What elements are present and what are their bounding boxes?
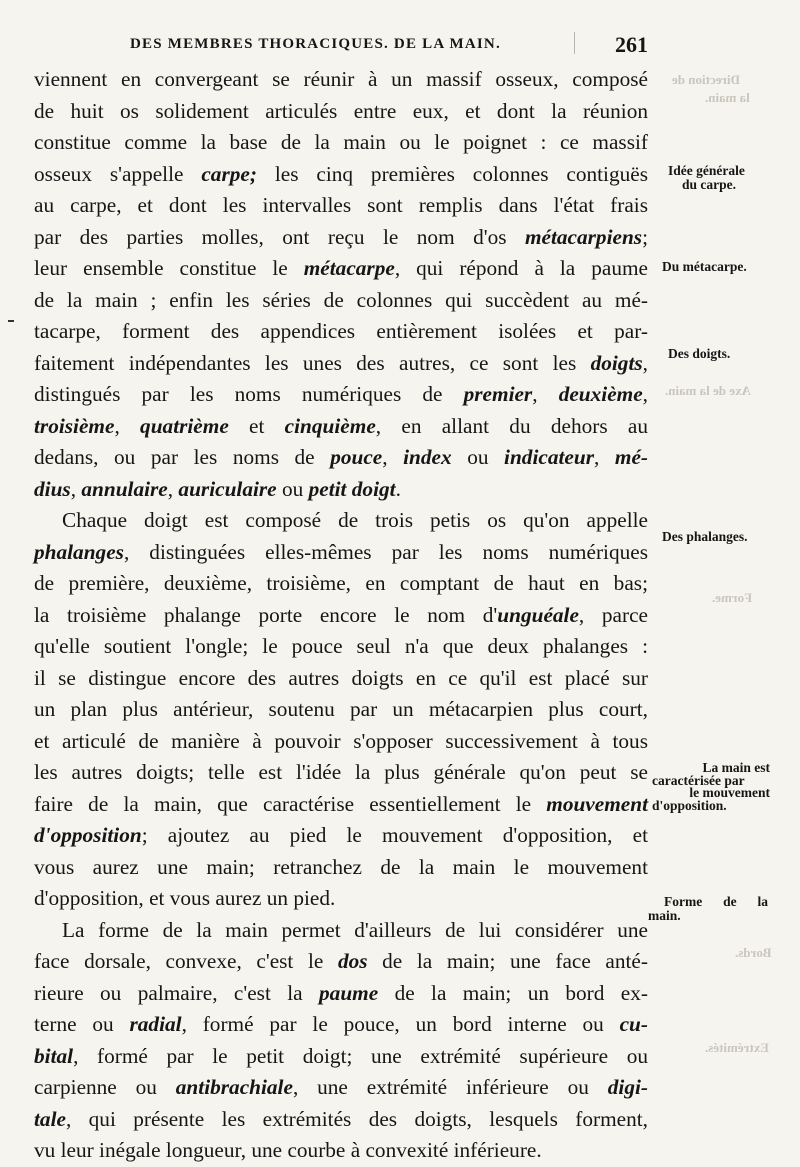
margin-note-line: du carpe.	[682, 177, 736, 192]
emphasized-term: unguéale	[497, 602, 579, 627]
text-line	[34, 946, 648, 978]
text-run: vu leur inégale longueur, une courbe à convexité inférieure.	[34, 1138, 542, 1162]
text-line	[34, 64, 648, 96]
margin-note-forme	[648, 894, 768, 923]
text-run: , distinguées elles-mêmes par les noms numériques	[123, 539, 648, 564]
margin-note-line: Idée générale	[668, 163, 745, 178]
text-line	[34, 159, 648, 191]
margin-note-opposition	[652, 762, 770, 812]
text-line	[34, 694, 648, 726]
text-line	[34, 537, 648, 569]
text-line	[34, 1104, 648, 1136]
emphasized-term: dius	[34, 476, 71, 501]
text-run: qu'elle soutient l'ongle; le pouce seul n'a que deux phalanges :	[34, 634, 648, 658]
text-line	[34, 600, 648, 632]
margin-note-line: caractérisée par	[652, 772, 745, 788]
emphasized-term: quatrième	[140, 413, 229, 438]
text-run: tacarpe, forment des appendices entièrement isolées et par-	[34, 319, 648, 343]
text-run: ,	[642, 350, 648, 375]
text-line	[34, 190, 648, 222]
text-run: de la main; un bord ex-	[378, 980, 648, 1005]
text-line	[34, 1041, 648, 1073]
text-run: au carpe, et dont les intervalles sont remplis dans l'état frais	[34, 193, 648, 217]
text-line	[34, 127, 648, 159]
text-line	[34, 978, 648, 1010]
text-run: , formé par le petit doigt; une extrémité supérieure ou	[73, 1043, 648, 1068]
text-run: , une extrémité inférieure ou	[292, 1075, 608, 1099]
margin-note-metacarpe: Du métacarpe.	[662, 259, 747, 274]
emphasized-term: premier	[463, 382, 533, 406]
text-run: , qui répond à la paume	[394, 256, 648, 280]
text-run: de huit os solidement articulés entre eux, et dont la réunion	[34, 98, 648, 123]
emphasized-term: doigts	[590, 350, 643, 375]
text-run: , en allant du dehors au	[375, 413, 648, 438]
emphasized-term: radial	[129, 1012, 182, 1036]
emphasized-term: métacarpe	[303, 256, 395, 280]
text-run: il se distingue encore des autres doigts en ce qu'il est placé sur	[34, 665, 648, 690]
text-line	[34, 915, 648, 947]
text-line	[34, 285, 648, 317]
text-run: leur ensemble constitue le	[34, 256, 304, 280]
paragraph-3	[34, 915, 648, 1167]
text-run: faire de la main, que caractérise essentiellement le	[34, 791, 547, 816]
emphasized-term: deuxième	[558, 382, 643, 406]
emphasized-term: digi-	[607, 1075, 648, 1099]
text-run: de la main ; enfin les séries de colonnes qui succèdent au mé-	[34, 287, 648, 312]
text-line	[34, 820, 648, 852]
margin-note-doigts: Des doigts.	[668, 346, 731, 361]
text-run: terne ou	[34, 1012, 130, 1036]
emphasized-term: mé-	[614, 445, 648, 469]
text-run: ,	[593, 445, 615, 469]
margin-note-line: le mouvement	[689, 785, 770, 800]
text-line	[34, 789, 648, 821]
text-run: face dorsale, convexe, c'est le	[34, 949, 338, 973]
paragraph-2	[34, 505, 648, 915]
emphasized-term: index	[403, 445, 452, 469]
text-run: et articulé de manière à pouvoir s'opposer successivement à tous	[34, 728, 648, 753]
text-run: ,	[532, 382, 559, 406]
text-line	[34, 883, 648, 915]
emphasized-term: auriculaire	[178, 476, 277, 501]
text-run: osseux s'appelle	[34, 161, 202, 186]
margin-note-line: main.	[648, 908, 681, 923]
text-line	[34, 663, 648, 695]
emphasized-term: carpe;	[201, 161, 257, 186]
text-run: , parce	[578, 602, 648, 627]
text-run: ,	[642, 382, 648, 406]
text-line	[34, 474, 648, 506]
text-run: ;	[642, 224, 648, 249]
text-line	[34, 379, 648, 411]
text-run: Chaque doigt est composé de trois petis os qu'on appelle	[62, 508, 648, 532]
page-number: 261	[615, 32, 648, 57]
text-run: et	[228, 413, 285, 438]
emphasized-term: métacarpiens	[524, 224, 643, 249]
emphasized-term: troisième	[34, 413, 115, 438]
text-run: dedans, ou par les noms de	[34, 445, 331, 469]
text-run: d'opposition, et vous aurez un pied.	[34, 886, 336, 910]
emphasized-term: petit doigt	[308, 476, 396, 501]
emphasized-term: phalanges	[34, 539, 124, 564]
text-line	[34, 852, 648, 884]
text-line	[34, 1009, 648, 1041]
text-run: les autres doigts; telle est l'idée la plus générale qu'on peut se	[34, 760, 648, 784]
emphasized-term: antibrachiale	[175, 1075, 293, 1099]
margin-note-line: d'opposition.	[652, 797, 727, 813]
text-run: ou	[276, 476, 309, 501]
emphasized-term: pouce	[330, 445, 383, 469]
text-line	[34, 348, 648, 380]
text-line	[34, 222, 648, 254]
emphasized-term: dos	[337, 949, 368, 973]
emphasized-term: annulaire	[81, 476, 168, 501]
text-line	[34, 316, 648, 348]
text-line	[34, 1072, 648, 1104]
text-run: .	[395, 476, 401, 501]
text-line	[34, 568, 648, 600]
text-run: ou	[451, 445, 505, 469]
bleed-through-text: Forme.	[712, 590, 753, 605]
text-run: ,	[382, 445, 404, 469]
text-run: La forme de la main permet d'ailleurs de lui considérer une	[62, 917, 648, 942]
emphasized-term: d'opposition	[34, 823, 142, 847]
text-line	[34, 505, 648, 537]
text-run: un plan plus antérieur, soutenu par un métacarpien plus court,	[34, 697, 648, 721]
body-text	[34, 64, 648, 1167]
emphasized-term: tale	[34, 1106, 66, 1131]
text-run: la troisième phalange porte encore le nom d'	[34, 602, 498, 627]
text-run: les cinq premières colonnes contiguës	[256, 161, 648, 186]
text-run: carpienne ou	[34, 1075, 176, 1099]
margin-note-line: Forme de la	[664, 894, 768, 909]
text-run: rieure ou palmaire, c'est la	[34, 980, 320, 1005]
text-run: ,	[70, 476, 82, 501]
emphasized-term: indicateur	[504, 445, 594, 469]
text-run: de première, deuxième, troisième, en comptant de haut en bas;	[34, 571, 648, 595]
emphasized-term: bital	[34, 1043, 74, 1068]
emphasized-term: paume	[319, 980, 379, 1005]
margin-note-carpe	[668, 164, 745, 192]
emphasized-term: cinquième	[284, 413, 376, 438]
bleed-through-text: Bords.	[735, 945, 772, 960]
running-title: DES MEMBRES THORACIQUES. DE LA MAIN.	[130, 36, 501, 52]
margin-mark	[8, 320, 14, 322]
bleed-through-text: Extrémités.	[705, 1040, 769, 1055]
text-line	[34, 726, 648, 758]
emphasized-term: cu-	[619, 1012, 648, 1036]
text-run: ,	[167, 476, 179, 501]
text-line	[34, 411, 648, 443]
margin-note-phalanges: Des phalanges.	[662, 529, 748, 544]
text-line	[34, 96, 648, 128]
text-run: ; ajoutez au pied le mouvement d'opposition, et	[141, 823, 648, 847]
text-line	[34, 1135, 648, 1167]
text-run: viennent en convergeant se réunir à un massif osseux, composé	[34, 67, 648, 91]
text-line	[34, 631, 648, 663]
text-run: par des parties molles, ont reçu le nom d'os	[34, 224, 525, 249]
text-run: vous aurez une main; retranchez de la main le mouvement	[34, 854, 648, 879]
header-mark	[574, 32, 575, 54]
text-line	[34, 757, 648, 789]
bleed-through-text: la main.	[705, 90, 750, 105]
text-run: , qui présente les extrémités des doigts, lesquels forment,	[65, 1106, 648, 1131]
margin-note-line: La main est	[702, 760, 770, 775]
text-run: distingués par les noms numériques de	[34, 382, 464, 406]
text-line	[34, 253, 648, 285]
text-line	[34, 442, 648, 474]
text-run: ,	[114, 413, 141, 438]
bleed-through-text: Direction de	[672, 72, 740, 87]
paragraph-1	[34, 64, 648, 505]
text-run: de la main; une face anté-	[367, 949, 648, 973]
bleed-through-text: Axe de la main.	[665, 383, 751, 398]
text-run: constitue comme la base de la main ou le poignet : ce massif	[34, 130, 648, 154]
emphasized-term: mouvement	[546, 791, 648, 816]
text-run: faitement indépendantes les unes des autres, ce sont les	[34, 350, 591, 375]
text-run: , formé par le pouce, un bord interne ou	[181, 1012, 620, 1036]
